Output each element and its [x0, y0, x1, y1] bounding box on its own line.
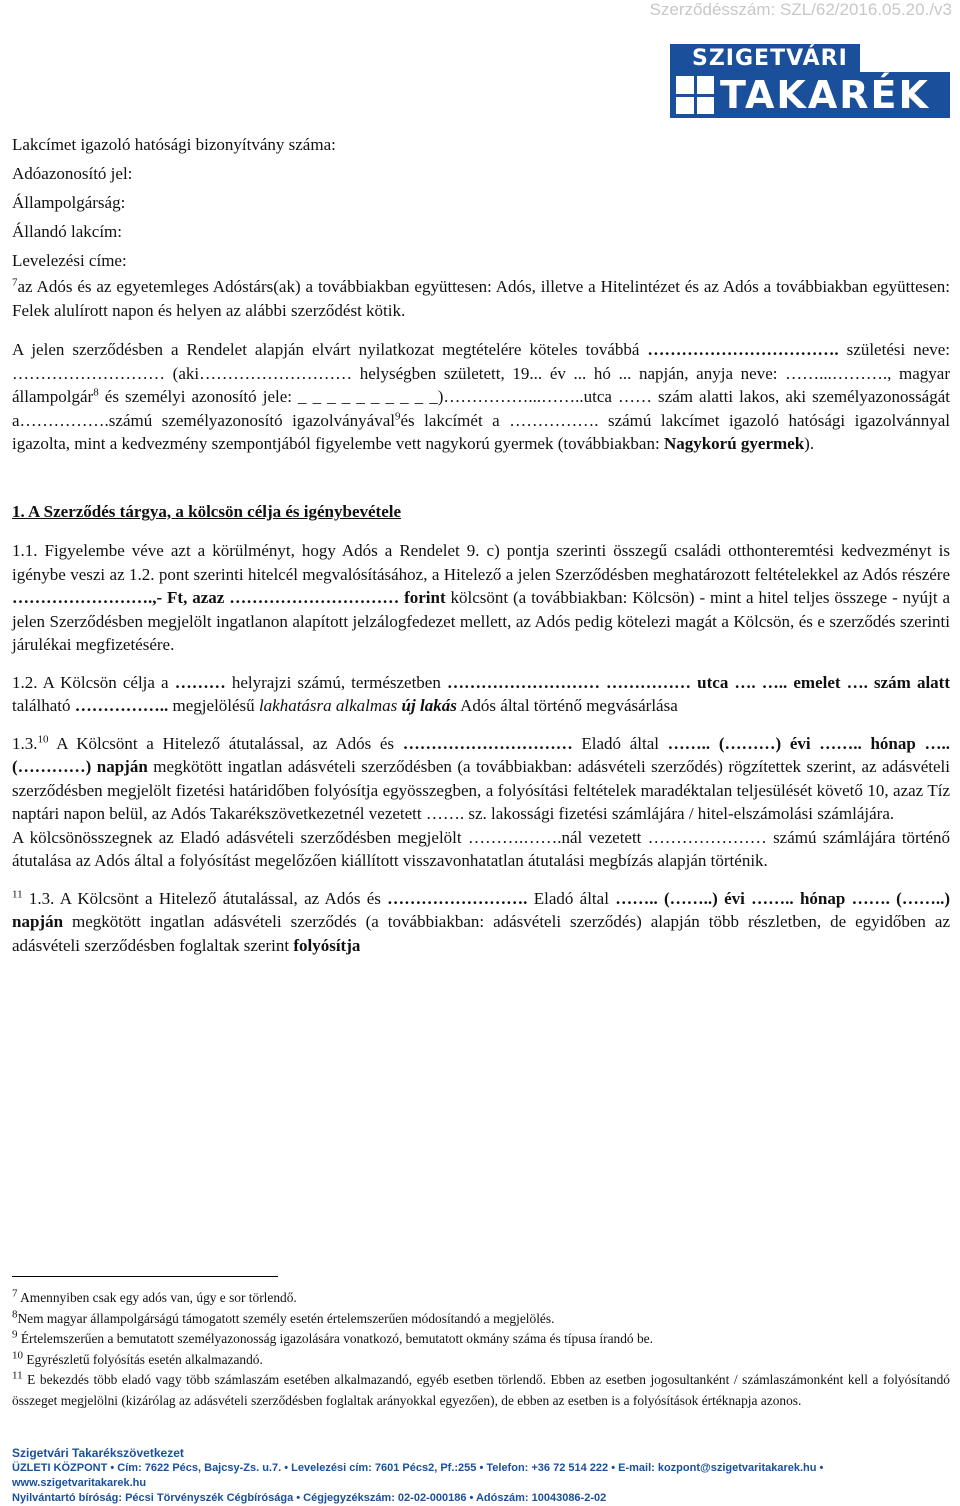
section-1-3-alt: $^{11}$ 1.3. A Kölcsönt a Hitelező átutalással, az Adós és ……………………. Eladó által …….. (……..) évi …….. hónap ……. (……..) napján megkötött ingatlan adásvételi szerződés (a továbbiakban: adásvételi szerződés) alapján több részletben, de egyidőben az adásvételi szerződésben foglaltak szerint folyósítja — [12, 887, 950, 955]
document-body — [12, 130, 950, 957]
logo-mark-icon — [676, 76, 714, 114]
footnotes — [12, 1288, 950, 1411]
section-1-1: 1.1. Figyelembe véve azt a körülményt, hogy Adós a Rendelet 9. c) pontja szerinti összegű családi otthonteremtési kedvezményt is igénybe veszi az 1.2. pont szerinti hitelcél megvalósításához, a Hitelező a jelen Szerződésben meghatározott feltételekkel az Adós részére …………………….,- Ft, azaz ………………………… forint kölcsönt (a továbbiakban: Kölcsön) - mint a hitel teljes összege - nyújt a jelen Szerződésben megjelölt ingatlanon alapított jelzálogfedezet mellett, az Adós pedig kötelezi magát a Kölcsön, és e szerződés szerinti járulékai megfizetésére. — [12, 541, 951, 654]
section-1-title: 1. A Szerződés tárgya, a kölcsön célja és igénybevétele — [12, 501, 402, 521]
adult-child-paragraph: A jelen szerződésben a Rendelet alapján elvárt nyilatkozat megtételére köteles továbbá ……………………………. születési neve: ……………………… (aki……………………… helységben született, 19... év ... hó ... napján, anyja neve: ……...………., magyar állampolgár$^8$ és személyi azonosító jele: _ _ _ _ _ _ _ _ _ _)……………...……..utca …… szám alatti lakos, aki személyazonosságát a…………….számú személyazonosító igazolványával$^9$és lakcímét a ……………. számú lakcímet igazoló hatósági igazolvánnyal igazolta, mint a kedvezmény szempontjából figyelembe vett nagykorú gyermek (továbbiakban: Nagykorú gyermek). — [12, 340, 951, 453]
footnote-7: $^7$ Amennyiben csak egy adós van, úgy e sor törlendő. — [12, 1287, 297, 1305]
footnote-10: $^{10}$ Egyrészletű folyósítás esetén alkalmazandó. — [12, 1349, 263, 1367]
footnote-8: $^8$Nem magyar állampolgárságú támogatott személy esetén értelemszerűen módosítandó a megjelölés. — [12, 1308, 555, 1326]
contract-number: Szerződésszám: SZL/62/2016.05.20./v3 — [649, 0, 952, 19]
field-allando-lakcim: Állandó lakcím: — [12, 222, 123, 241]
section-1-2: 1.2. A Kölcsön célja a ……… helyrajzi számú, természetben ……………………… …………… utca …. ….. emelet …. szám alatt található …………….. megjelölésű lakhatásra alkalmas új lakás Adós által történő megvásárlása — [12, 672, 950, 715]
logo-bottom-text: TAKARÉK — [720, 73, 930, 117]
footer-contact-line: ÜZLETI KÖZPONT • Cím: 7622 Pécs, Bajcsy-Zs. u.7. • Levelezési cím: 7601 Pécs2, Pf.:255 • Telefon: +36 72 514 222 • E-mail: kozpont@szigetvaritakarek.hu • www.szigetvaritakarek.hu — [12, 1462, 824, 1489]
field-levelezesi-cim: Levelezési címe: — [12, 251, 127, 270]
logo-bottom-bar — [670, 72, 950, 118]
footnote-11: $^{11}$ E bekezdés több eladó vagy több számlaszám esetében alkalmazandó, egyéb esetben törlendő. Ebben az esetben jogosultanként / számlaszámonként kell a folyósítandó összeget megjelölni (kizárólag az adásvételi szerződésben foglaltak arányokkal egyezően), de ebben az esetben is a folyósítások értéknapja azonos. — [12, 1369, 950, 1408]
field-lakcim-bizonyitvany: Lakcímet igazoló hatósági bizonyítvány száma: — [12, 135, 336, 154]
field-allampolgarsag: Állampolgárság: — [12, 193, 126, 212]
takarek-logo — [670, 44, 950, 118]
footnote-divider — [12, 1276, 278, 1277]
section-1-3-transfer: A kölcsönösszegnek az Eladó adásvételi szerződésben megjelölt ……….…….nál vezetett ………………… számú számlájára történő átutalása az Adós által a folyósítást megelőzően kiállított visszavonhatatlan átutalási megbízás alapján történik. — [12, 827, 950, 870]
footer-company-name: Szigetvári Takarékszövetkezet — [12, 1446, 184, 1460]
page-footer — [12, 1446, 952, 1506]
logo-top-text: SZIGETVÁRI — [670, 44, 860, 72]
field-adoazonosito: Adóazonosító jel: — [12, 164, 133, 183]
section-1-3: 1.3.10 A Kölcsönt a Hitelező átutalással, az Adós és ………………………… Eladó által …….. (………) évi …….. hónap …..(…………) napján megkötött ingatlan adásvételi szerződésben (a továbbiakban: adásvételi szerződés) rögzítettek szerint, az adásvételi szerződésben megjelölt fizetési határidőben folyósítja egyösszegben, a folyósítási feltételek maradéktalan teljesülését követő 10, azaz Tíz naptári napon belül, az Adós Takarékszövetkezetnél vezetett ……. sz. lakossági fizetési számlájára / hitel-elszámolási számlájára. — [12, 732, 950, 823]
footnote-9: $^9$ Értelemszerűen a bemutatott személyazonosság igazolására vonatkozó, bemutatott okmány száma és típusa írandó be. — [12, 1328, 653, 1346]
footer-registry-line: Nyilvántartó bíróság: Pécsi Törvényszék Cégbírósága • Cégjegyzékszám: 02-02-000186 • Adószám: 10043086-2-02 — [12, 1492, 607, 1504]
intro-paragraph: $^7$az Adós és az egyetemleges Adóstárs(ak) a továbbiakban együttesen: Adós, illetve a Hitelintézet és az Adós a továbbiakban együttesen: Felek alulírott napon és helyen az alábbi szerződést kötik. — [12, 276, 950, 320]
